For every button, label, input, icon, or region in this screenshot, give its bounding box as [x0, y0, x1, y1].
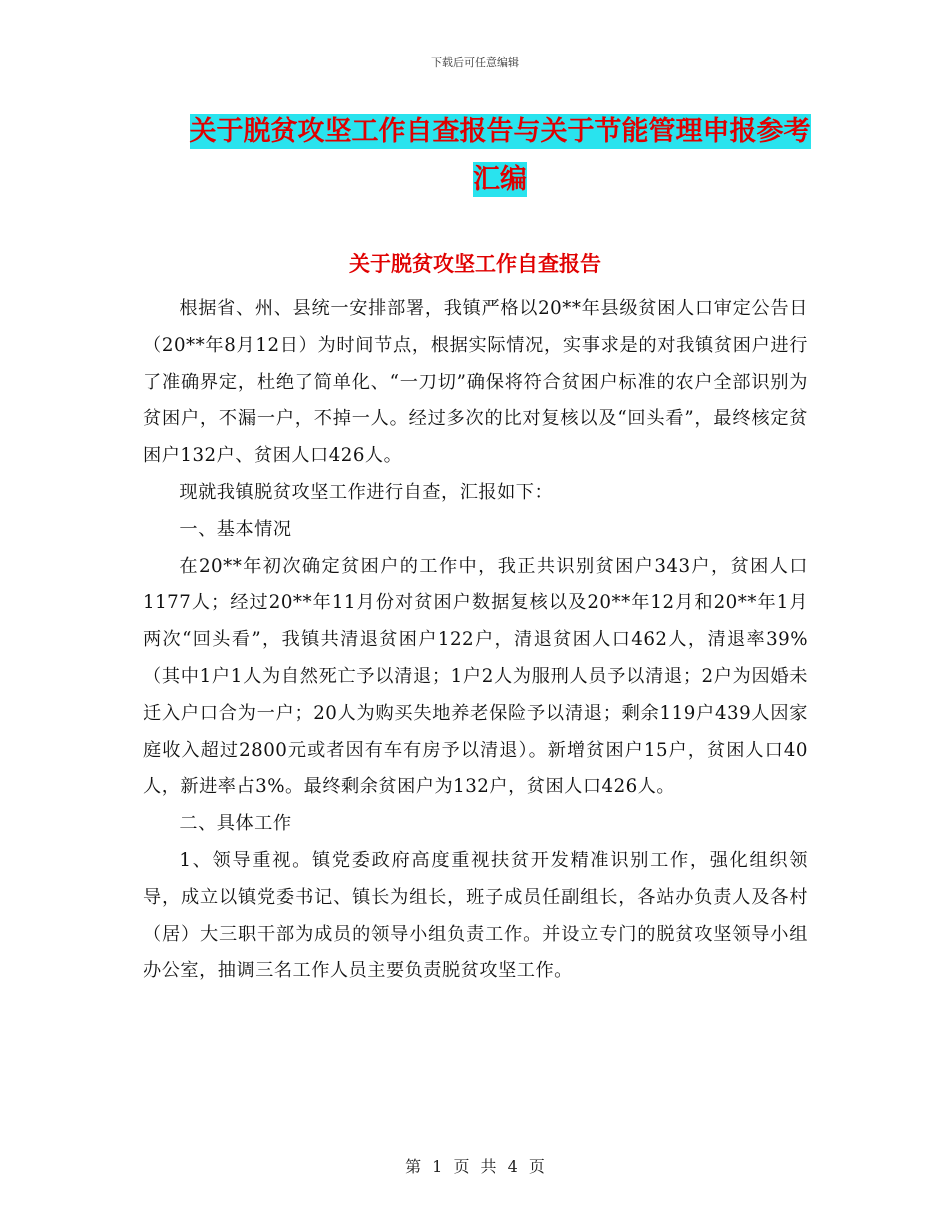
- paragraph-intro: 根据省、州、县统一安排部署，我镇严格以20**年县级贫困人口审定公告日（20**年8月12日）为时间节点，根据实际情况，实事求是的对我镇贫困户进行了准确界定，杜绝了简单化、“一刀切”确保将符合贫困户标准的农户全部识别为贫困户，不漏一户，不掉一人。经过多次的比对复核以及“回头看”，最终核定贫困户132户、贫困人口426人。: [143, 298, 808, 467]
- paragraph-basic-situation: 在20**年初次确定贫困户的工作中，我正共识别贫困户343户，贫困人口1177人；经过20**年11月份对贫困户数据复核以及20**年12月和20**年1月两次“回头看”，我镇共清退贫困户122户，清退贫困人口462人，清退率39%（其中1户1人为自然死亡予以清退；1户2人为服刑人员予以清退；2户为因婚未迁入户口合为一户；20人为购买失地养老保险予以清退；剩余119户439人因家庭收入超过2800元或者因有车有房予以清退）。新增贫困户15户，贫困人口40人，新进率占3%。最终剩余贫困户为132户，贫困人口426人。: [143, 555, 808, 798]
- document-title-line-1: 关于脱贫攻坚工作自查报告与关于节能管理申报参考: [189, 116, 811, 147]
- header-note: 下载后可任意编辑: [431, 56, 519, 69]
- document-title: [140, 108, 860, 204]
- heading-specific-work: 二、具体工作: [179, 813, 292, 835]
- document-title-line-2: 汇编: [473, 164, 527, 195]
- paragraph-leadership: 1、领导重视。镇党委政府高度重视扶贫开发精准识别工作，强化组织领导，成立以镇党委书记、镇长为组长，班子成员任副组长，各站办负责人及各村（居）大三职干部为成员的领导小组负责工作。并设立专门的脱贫攻坚领导小组办公室，抽调三名工作人员主要负责脱贫攻坚工作。: [143, 849, 808, 982]
- section-title: 关于脱贫攻坚工作自查报告: [349, 252, 601, 276]
- body-text: [143, 291, 808, 990]
- heading-basic-situation: 一、基本情况: [179, 518, 292, 540]
- page-footer: 第 1 页 共 4 页: [405, 1157, 545, 1176]
- paragraph-summary: 现就我镇脱贫攻坚工作进行自查，汇报如下：: [179, 481, 554, 503]
